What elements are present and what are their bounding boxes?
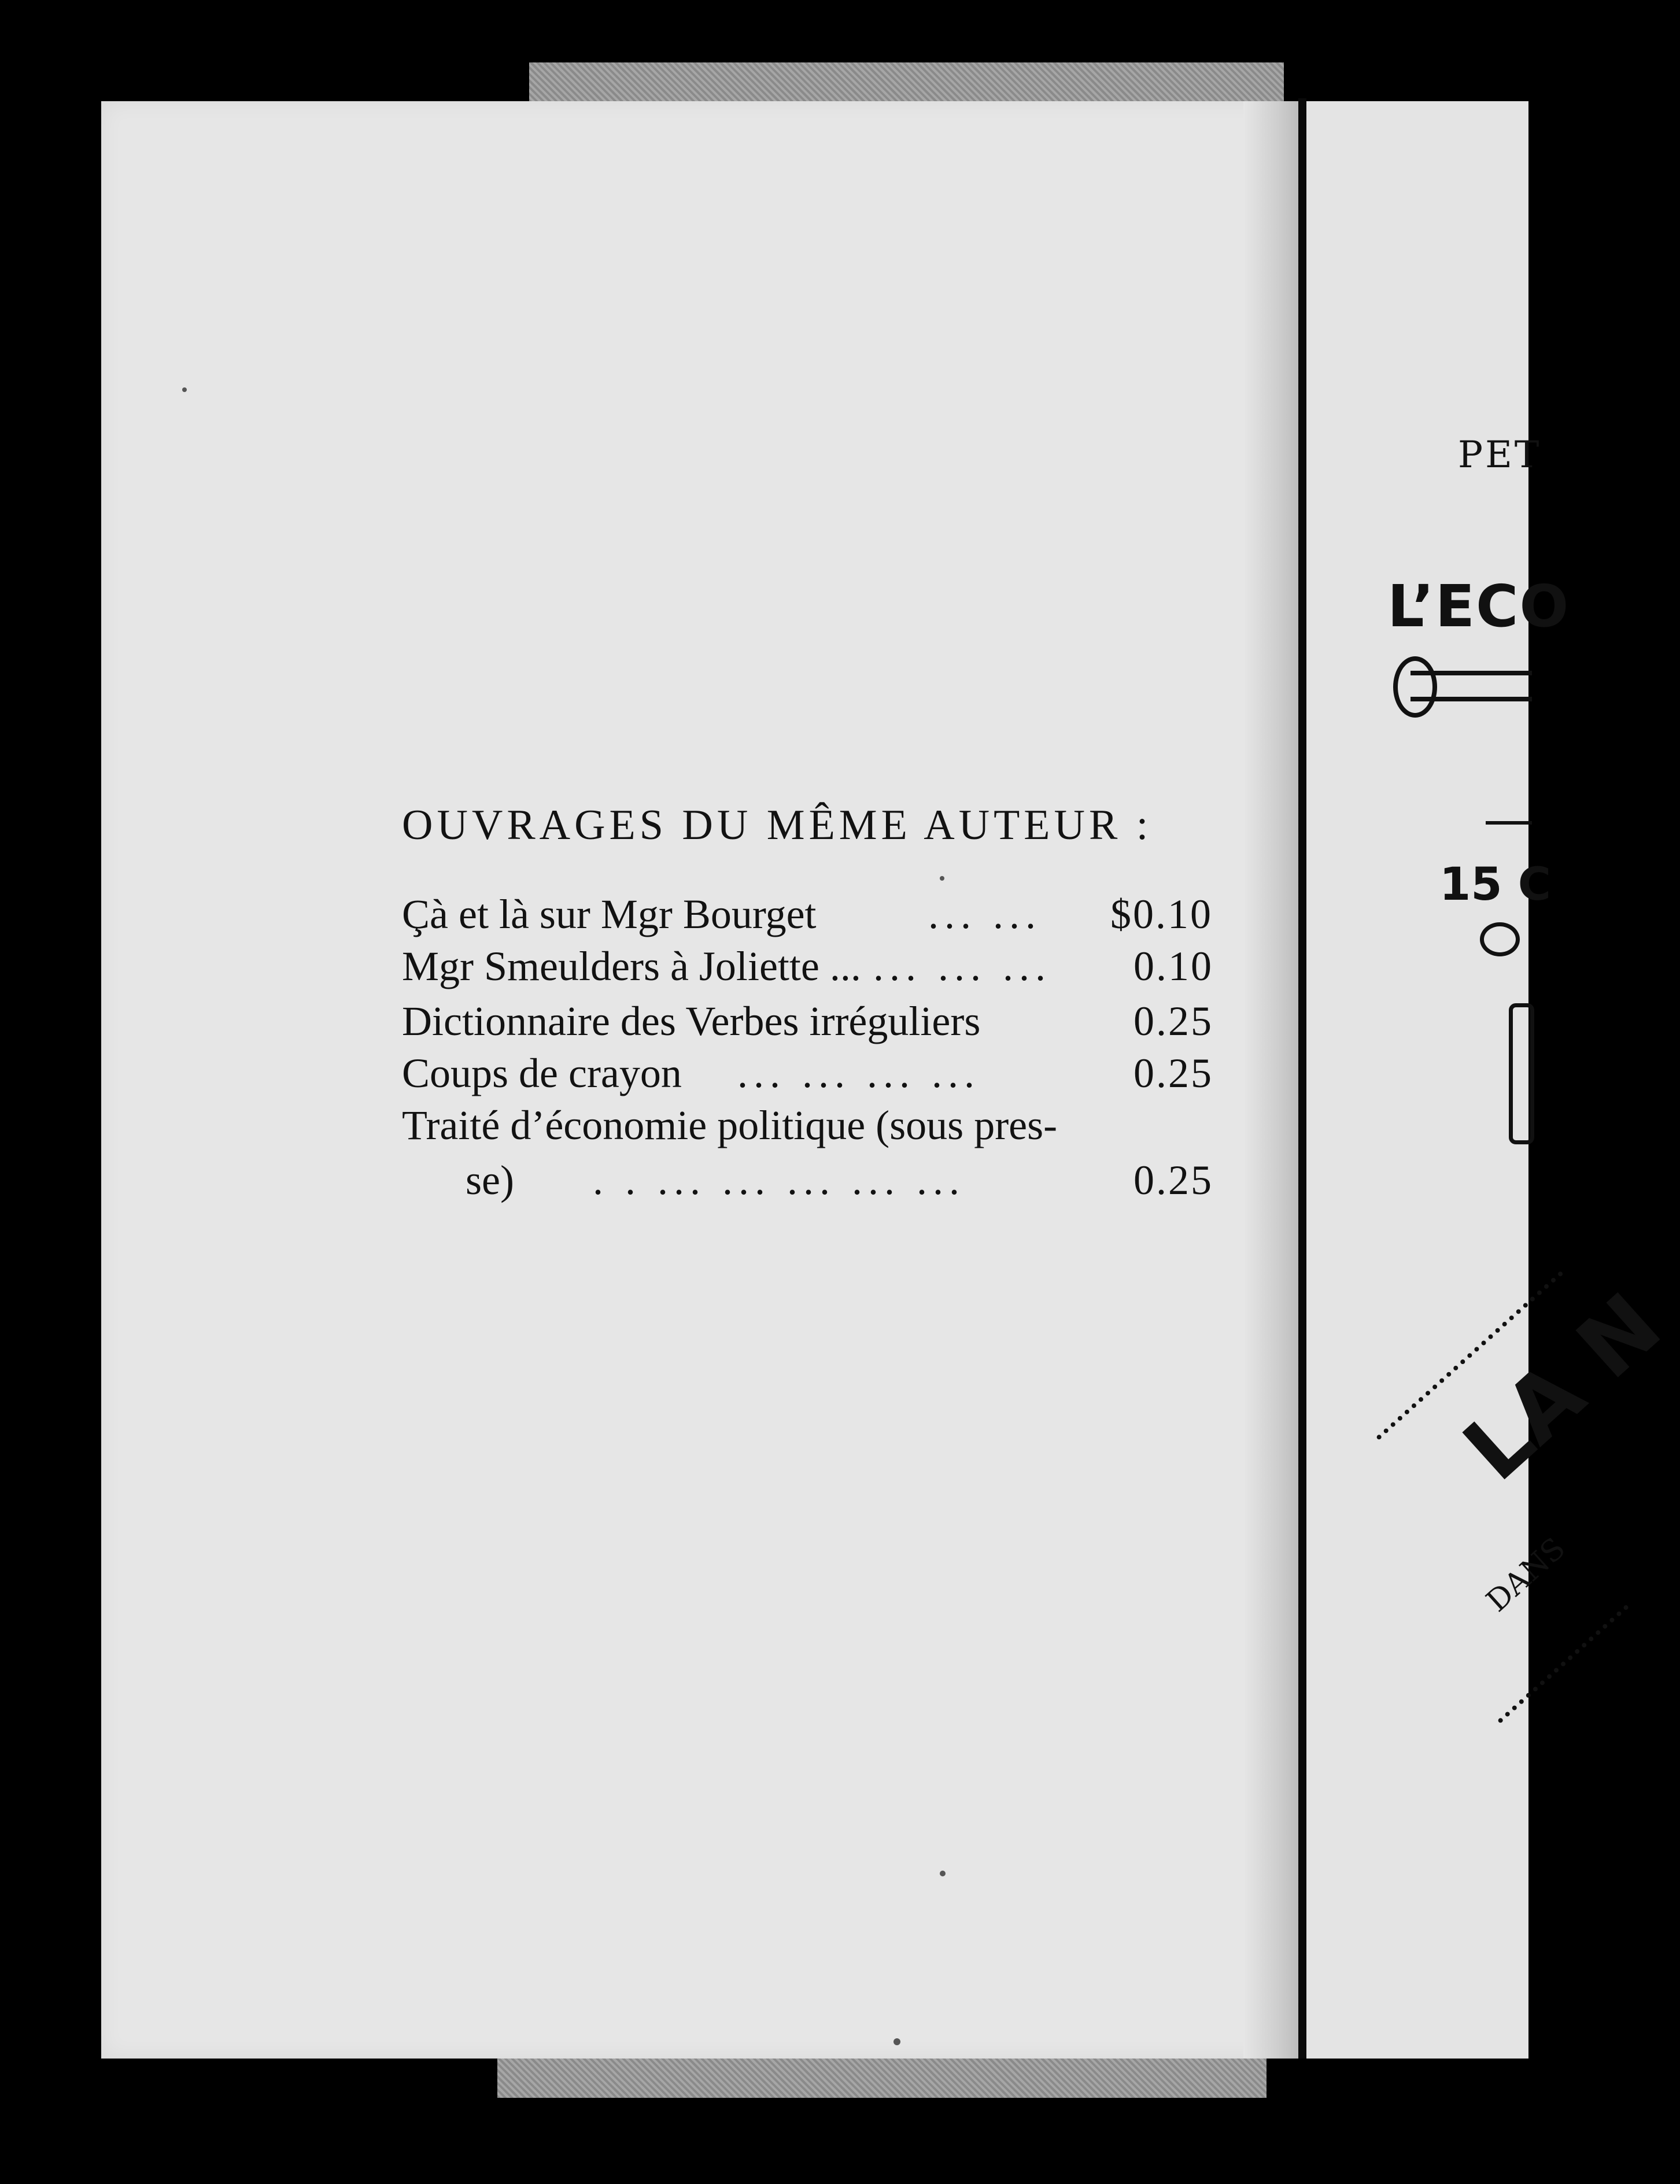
works-heading: OUVRAGES DU MÊME AUTEUR : — [402, 801, 1153, 849]
work-entry — [402, 943, 1213, 995]
leader-dots: ... ... — [928, 891, 1042, 937]
short-rule — [1486, 821, 1532, 825]
paper-speck — [940, 876, 944, 881]
dotted-border — [1497, 1604, 1633, 1727]
work-title: Traité d’économie politique (sous pres- — [402, 1102, 1058, 1148]
paper-speck — [893, 2038, 900, 2045]
ornament-column-icon — [1509, 1003, 1534, 1144]
work-price: 0.10 — [1133, 943, 1213, 989]
work-price: 0.25 — [1133, 1050, 1213, 1096]
work-entry — [402, 997, 1213, 1049]
binding-cloth-top — [529, 62, 1284, 102]
page-fold — [1298, 98, 1306, 2059]
work-title: Coups de crayon — [402, 1050, 682, 1096]
right-page-line-2: L’ECO — [1387, 572, 1570, 640]
right-page-line-4: LA N — [1445, 1274, 1680, 1501]
paper-speck — [182, 387, 187, 392]
work-entry — [402, 890, 1213, 943]
right-page-line-1: PET — [1458, 434, 1542, 476]
right-page-line-3: 15 C — [1439, 859, 1551, 911]
ornament-rule — [1411, 671, 1532, 675]
leader-dots: . . ... ... ... ... ... — [593, 1157, 965, 1203]
work-entry — [402, 1049, 1213, 1102]
ornament-rule — [1411, 697, 1532, 701]
leader-dots: ... ... ... — [873, 943, 1051, 989]
page-gutter-shadow — [1243, 101, 1298, 2059]
binding-cloth-bottom — [497, 2057, 1267, 2098]
leader-dots: ... ... ... ... — [737, 1050, 980, 1096]
paper-speck — [940, 1871, 946, 1876]
ornament-curl-icon — [1480, 922, 1520, 956]
work-entry — [402, 1102, 1209, 1154]
work-title: Çà et là sur Mgr Bourget — [402, 891, 817, 937]
work-price: $0.10 — [1110, 891, 1213, 937]
ornament-scroll-icon — [1393, 656, 1437, 718]
work-price: 0.25 — [1133, 1157, 1213, 1203]
work-title: se) — [466, 1157, 514, 1203]
right-page-partial — [1306, 101, 1680, 2059]
right-page-line-5: DANS — [1480, 1531, 1572, 1619]
work-entry-continued — [402, 1156, 1213, 1209]
work-price: 0.25 — [1133, 998, 1213, 1044]
work-title: Mgr Smeulders à Joliette ... — [402, 943, 861, 989]
work-title: Dictionnaire des Verbes irréguliers — [402, 998, 981, 1044]
